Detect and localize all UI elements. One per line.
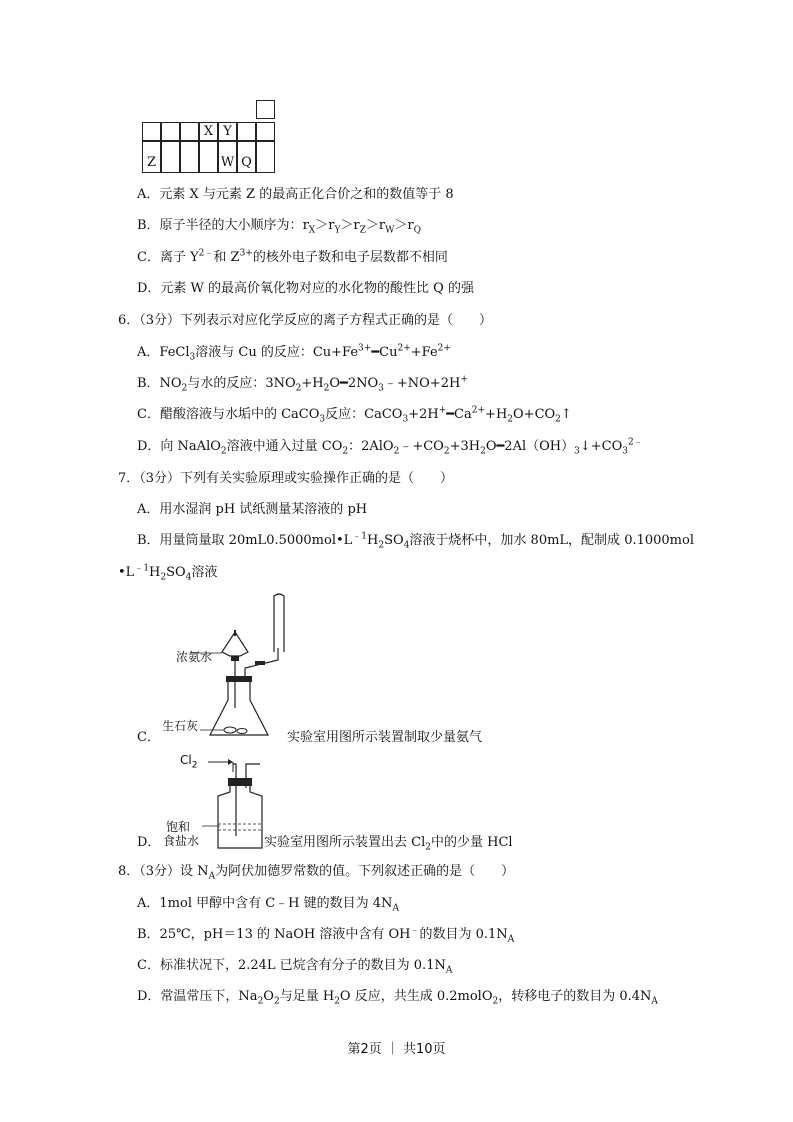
q7-option-d-label: D． [137,835,161,850]
q8-stem: 8．（3分）设 $N_A$为阿伏加德罗常数的值。下列叙述正确的是（ ） [118,864,515,882]
table-cell [180,122,199,141]
q5-option-c: C．离子 $Y^{2﹣}$和 $Z^{3+}$的核外电子数和电子层数都不相同 [137,248,448,265]
q7-option-d-text: 实验室用图所示装置出去 $Cl_2$中的少量 HCl [264,835,513,853]
q7-option-c-text: 实验室用图所示装置制取少量氨气 [287,730,483,745]
figure-label-quicklime: 生石灰 [162,719,199,733]
table-cell [256,122,275,141]
q6-stem: 6．（3分）下列表示对应化学反应的离子方程式正确的是（ ） [118,313,493,328]
figure-label-concentrated-ammonia: 浓氨水 [176,650,213,664]
page-footer: 第2页 ｜ 共10页 [347,1042,446,1057]
flask-stopper [226,676,252,682]
q7-option-a: A．用水湿润 pH 试纸测量某溶液的 pH [137,502,368,517]
table-cell [256,141,275,173]
collection-tube [274,594,284,652]
table-cell [199,141,218,173]
bottle-stopper [228,778,252,786]
table-cell [256,100,275,119]
q6-option-d: D．向 NaAlO$_2$溶液中通入过量 $CO_2$：$2AlO_2﹣+CO_2+3H_2O━2Al(OH)_3↓+CO_3^{2﹣}$ [137,437,643,457]
q8-option-c: C．标准状况下，2.24L 已烷含有分子的数目为 $0.1N_A$ [137,958,453,976]
periodic-table-fragment [142,100,282,176]
q8-option-b: B．25℃，pH＝13 的 NaOH 溶液中含有 OH﹣的数目为 $0.1N_A$ [137,925,515,945]
q6-option-c: C．醋酸溶液与水垢中的 CaCO$_3$反应：$CaCO_3+2H^+━Ca^{2+}+H_2O+CO_2↑$ [137,405,572,425]
lime-lump [237,729,247,734]
q8-option-d: D．常温常压下，$Na_2O_2$与足量 $H_2O$ 反应，共生成 0.2molO$_2$，转移电子的数目为 $0.4N_A$ [137,989,658,1007]
funnel-stopcock [231,656,239,661]
inlet-tube [233,764,236,836]
q7-option-b: B．用量筒量取 $20mL0.5000mol•L^{﹣1}H_2SO_4$溶液于烧杯中，加水 80mL，配制成 0.1000mol [137,531,694,551]
table-cell [161,122,180,141]
inlet-arrowhead [228,759,233,765]
figure-label-brine: 食盐水 [163,834,200,848]
figure-label-saturated: 饱和 [166,820,191,834]
q7-option-b-continued: $•L^{﹣1}H_2SO_4$溶液 [118,563,218,583]
table-cell [237,122,256,141]
q8-option-a: A．1mol 甲醇中含有 C﹣H 键的数目为 $4N_A$ [137,896,399,914]
bottle [218,786,262,848]
table-cell [180,141,199,173]
q6-option-a: A．FeCl$_3$溶液与 Cu 的反应：$Cu+Fe^{3+}━Cu^{2+}+Fe^{2+}$ [137,343,451,363]
conical-flask [210,682,268,735]
q5-option-d: D．元素 W 的最高价氧化物对应的水化物的酸性比 Q 的强 [137,281,474,296]
figure-label-cl2: $Cl_2$ [180,753,198,771]
table-cell-x: X [199,122,218,141]
table-cell-q: Q [237,141,256,173]
table-cell [161,141,180,173]
rubber-joint [255,661,265,665]
q5-option-a: A．元素 X 与元素 Z 的最高正化合价之和的数值等于 8 [137,187,454,202]
table-cell [142,122,161,141]
q6-option-b: B．$NO_2$与水的反应：$3NO_2+H_2O━2NO_3﹣+NO+2H^+$ [137,374,468,394]
q5-option-b: B．原子半径的大小顺序为：$r_X>r_Y>r_Z>r_W>r_Q$ [137,218,422,236]
lime-lump [224,727,236,733]
table-cell-z: Z [142,141,161,173]
table-cell-y: Y [218,122,237,141]
table-cell-w: W [218,141,237,173]
q7-option-c-label: C． [137,730,160,745]
q7-stem: 7．（3分）下列有关实验原理或实验操作正确的是（ ） [118,471,454,486]
